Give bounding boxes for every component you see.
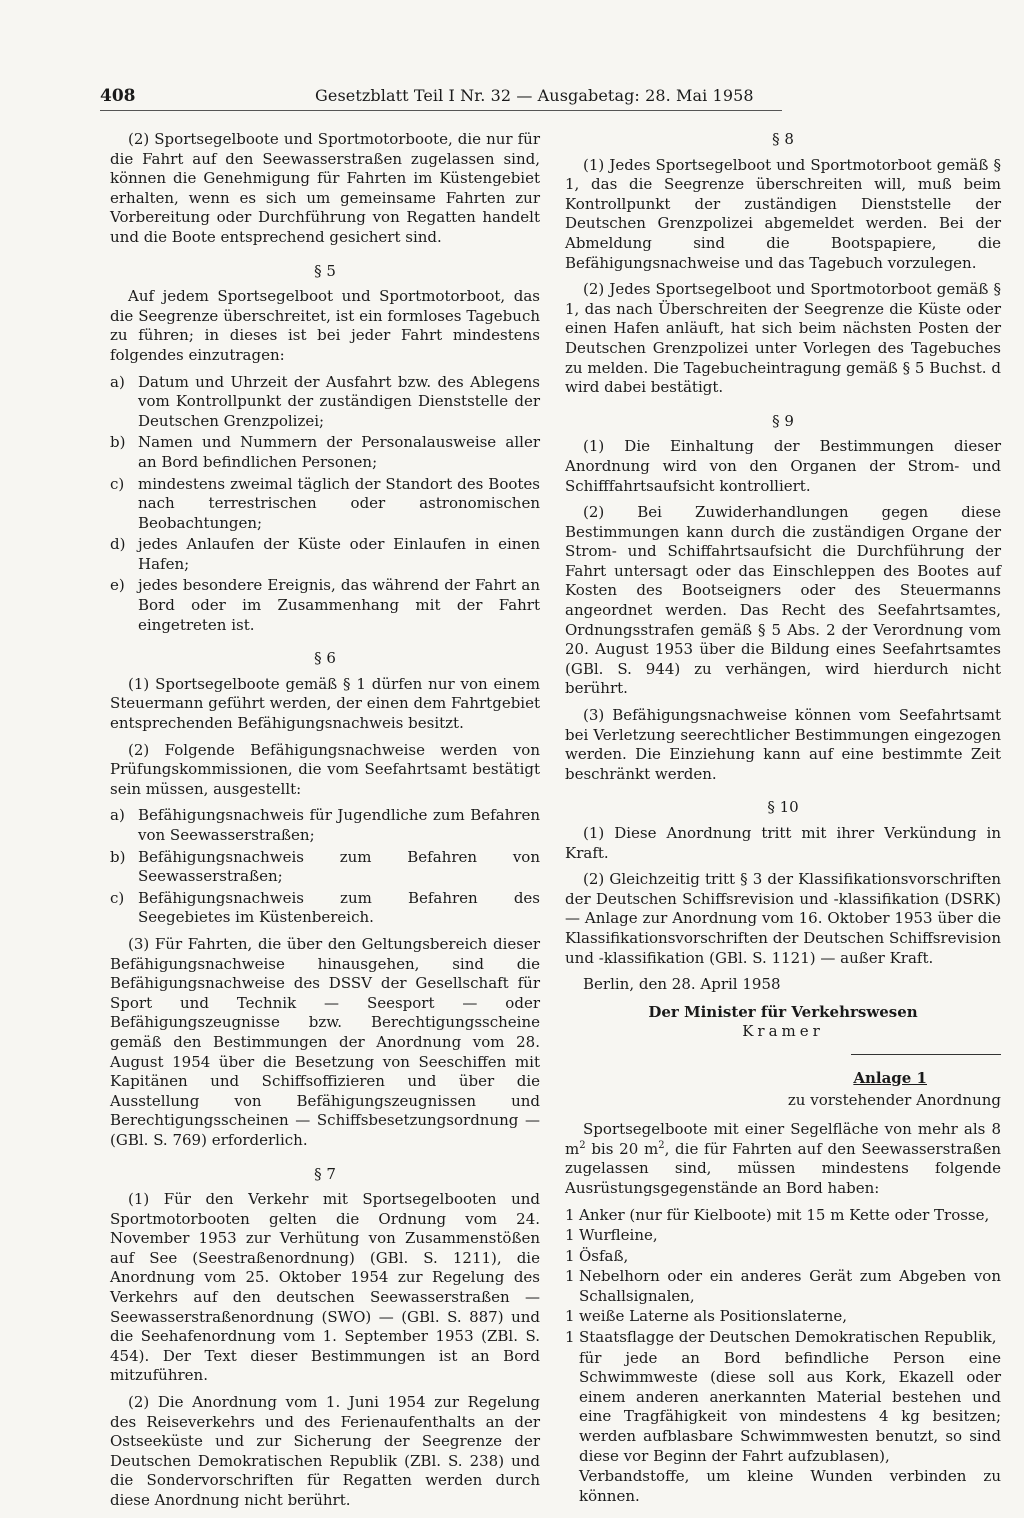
paragraph-8-1: (1) Jedes Sportsegelboot und Sportmotorboot gemäß § 1, das die Seegrenze überschreiten will, muß beim Kontrollpunkt der zuständigen Dienststelle der Deutschen Grenzpolizei abgemeldet werden. Bei der Abmeldung sind die Bootspapiere, die Befähigungsnachweise und das Tagebuch vorzulegen.	[565, 155, 1001, 272]
paragraph-6-2: (2) Folgende Befähigungsnachweise werden von Prüfungskommissionen, die vom Seefahrtsamt bestätigt sein müssen, ausgestellt:	[110, 740, 540, 798]
paragraph-8-2: (2) Jedes Sportsegelboot und Sportmotorboot gemäß § 1, das nach Überschreiten der Seegrenze die Küste oder einen Hafen anläuft, hat sich beim nächsten Posten der Deutschen Grenzpolizei unter Vorlegen des Tagebuches zu melden. Die Tagebucheintragung gemäß § 5 Buchst. d wird dabei bestätigt.	[565, 280, 1001, 397]
paragraph-7-1: (1) Für den Verkehr mit Sportsegelbooten und Sportmotorbooten gelten die Ordnung vom 24. November 1953 zur Verhütung von Zusammenstößen auf See (Seestraßenordnung) (GBl. S. 1211), die Anordnung vom 25. Oktober 1954 zur Regelung des Verkehrs auf den deutschen Seewasserstraßen — Seewasserstraßenordnung (SWO) — (GBl. S. 887) und die Seehafenordnung vom 1. September 1953 (ZBl. S. 454). Der Text dieser Bestimmungen ist an Bord mitzuführen.	[110, 1190, 540, 1385]
divider	[851, 1054, 1001, 1055]
list-item: 1 Nebelhorn oder ein anderes Gerät zum Abgeben von Schallsignalen,	[565, 1267, 1001, 1305]
list-section-6	[110, 806, 540, 928]
annex-intro: Sportsegelboote mit einer Segelfläche von mehr als 8 $m^2$ bis 20 $m^2$, die für Fahrten auf den Seewasserstraßen zugelassen sind, müssen mindestens folgende Ausrüstungsgegenstände an Bord haben:	[565, 1120, 1001, 1197]
paragraph-7-2: (2) Die Anordnung vom 1. Juni 1954 zur Regelung des Reiseverkehrs und des Ferienaufenthalts an der Ostseeküste und zur Sicherung der Seegrenze der Deutschen Demokratischen Republik (ZBl. S. 238) und die Sondervorschriften für Regatten werden durch diese Anordnung nicht berührt.	[110, 1393, 540, 1509]
paragraph-5: Auf jedem Sportsegelboot und Sportmotorboot, das die Seegrenze überschreitet, ist ein formloses Tagebuch zu führen; in dieses ist bei jeder Fahrt mindestens folgendes einzutragen:	[110, 287, 540, 364]
list-item: Verbandstoffe, um kleine Wunden verbinden zu können.	[579, 1467, 1001, 1505]
list-item: e) jedes besondere Ereignis, das während der Fahrt an Bord oder im Zusammenhang mit der Fahrt eingetreten ist.	[110, 576, 540, 634]
list-item: 1 Wurfleine,	[565, 1226, 658, 1245]
equipment-list	[565, 1206, 1001, 1507]
signing-date: Berlin, den 28. April 1958	[583, 975, 781, 994]
list-item: c) mindestens zweimal täglich der Standort des Bootes nach terrestrischen oder astronomischen Beobachtungen;	[110, 474, 540, 532]
list-item: 1 weiße Laterne als Positionslaterne,	[565, 1307, 848, 1326]
list-item: b) Befähigungsnachweis zum Befahren von Seewasserstraßen;	[110, 847, 540, 886]
section-heading-8: § 8	[772, 130, 794, 148]
paragraph-9-3: (3) Befähigungsnachweise können vom Seefahrtsamt bei Verletzung seerechtlicher Bestimmungen eingezogen werden. Die Einziehung kann auf eine bestimmte Zeit beschränkt werden.	[565, 706, 1001, 783]
paragraph-4-2: (2) Sportsegelboote und Sportmotorboote, die nur für die Fahrt auf den Seewasserstraßen zugelassen sind, können die Genehmigung für Fahrten im Küstengebiet erhalten, wenn es sich um gemeinsame Fahrten zur Vorbereitung oder Durchführung von Regatten handelt und die Boote entsprechend gesichert sind.	[110, 130, 540, 246]
list-item: für jede an Bord befindliche Person eine Schwimmweste (diese soll aus Kork, Ekazell oder einem anderen anerkannten Material bestehen und eine Tragfähigkeit von mindestens 4 kg besitzen; werden aufblasbare Schwimmwesten benutzt, so sind diese vor Beginn der Fahrt aufzublasen),	[579, 1348, 1001, 1465]
list-item: 1 Ösfaß,	[565, 1246, 629, 1265]
annex-subtitle: zu vorstehender Anordnung	[787, 1090, 1001, 1109]
list-item: b) Namen und Nummern der Personalausweise aller an Bord befindlichen Personen;	[110, 433, 540, 471]
list-section-5	[110, 373, 540, 636]
list-item: a) Befähigungsnachweis für Jugendliche zum Befahren von Seewasserstraßen;	[110, 806, 540, 844]
right-column	[565, 130, 1001, 1510]
paragraph-10-2: (2) Gleichzeitig tritt § 3 der Klassifikationsvorschriften der Deutschen Schiffsrevision und -klassifikation (DSRK) — Anlage zur Anordnung vom 16. Oktober 1953 über die Klassifikationsvorschriften der Deutschen Schiffsrevision und -klassifikation (GBl. S. 1121) — außer Kraft.	[565, 870, 1001, 967]
list-item: c) Befähigungsnachweis zum Befahren des Seegebietes im Küstenbereich.	[110, 888, 540, 927]
list-item: d) jedes Anlaufen der Küste oder Einlaufen in einen Hafen;	[110, 535, 540, 573]
minister-name: Kramer	[742, 1022, 824, 1041]
page-header	[100, 86, 782, 111]
annex-title: Anlage 1	[853, 1068, 927, 1087]
paragraph-9-2: (2) Bei Zuwiderhandlungen gegen diese Bestimmungen kann durch die zuständigen Organe der Strom- und Schiffahrtsaufsicht die Durchführung der Fahrt untersagt oder das Einschleppen des Bootes auf Kosten des Bootseigners oder des Steuermanns angeordnet werden. Das Recht des Seefahrtsamtes, Ordnungsstrafen gemäß § 5 Abs. 2 der Verordnung vom 20. August 1953 über die Bildung eines Seefahrtsamtes (GBl. S. 944) zu verhängen, wird hierdurch nicht berührt.	[565, 503, 1001, 698]
section-heading-6: § 6	[314, 649, 336, 668]
minister-title: Der Minister für Verkehrswesen	[648, 1002, 918, 1021]
section-heading-5: § 5	[314, 261, 336, 280]
list-item: a) Datum und Uhrzeit der Ausfahrt bzw. des Ablegens vom Kontrollpunkt der zuständigen Dienststelle der Deutschen Grenzpolizei;	[110, 372, 540, 430]
section-heading-7: § 7	[314, 1164, 336, 1183]
page-number: 408	[100, 86, 136, 106]
section-heading-10: § 10	[767, 798, 799, 817]
paragraph-10-1: (1) Diese Anordnung tritt mit ihrer Verkündung in Kraft.	[565, 824, 1001, 862]
paragraph-6-3: (3) Für Fahrten, die über den Geltungsbereich dieser Befähigungsnachweise hinausgehen, sind die Befähigungsnachweise des DSSV der Gesellschaft für Sport und Technik — Seesport — oder Befähigungszeugnisse bzw. Berechtigungsscheine gemäß den Bestimmungen der Anordnung vom 28. August 1954 über die Besetzung von Seeschiffen mit Kapitänen und Schiffsoffizieren und über die Ausstellung von Befähigungszeugnissen und Berechtigungsscheinen — Schiffsbesetzungsordnung — (GBl. S. 769) erforderlich.	[110, 934, 540, 1149]
paragraph-6-1: (1) Sportsegelboote gemäß § 1 dürfen nur von einem Steuermann geführt werden, der einen dem Fahrtgebiet entsprechenden Befähigungsnachweis besitzt.	[110, 674, 540, 733]
paragraph-9-1: (1) Die Einhaltung der Bestimmungen dieser Anordnung wird von den Organen der Strom- und Schifffahrtsaufsicht kontrolliert.	[565, 437, 1001, 495]
header-title: Gesetzblatt Teil I Nr. 32 — Ausgabetag: 28. Mai 1958	[315, 86, 754, 105]
list-item: 1 Anker (nur für Kielboote) mit 15 m Kette oder Trosse,	[565, 1205, 990, 1224]
list-item: 1 Staatsflagge der Deutschen Demokratischen Republik,	[565, 1328, 997, 1347]
left-column	[110, 130, 540, 1518]
section-heading-9: § 9	[772, 411, 794, 430]
